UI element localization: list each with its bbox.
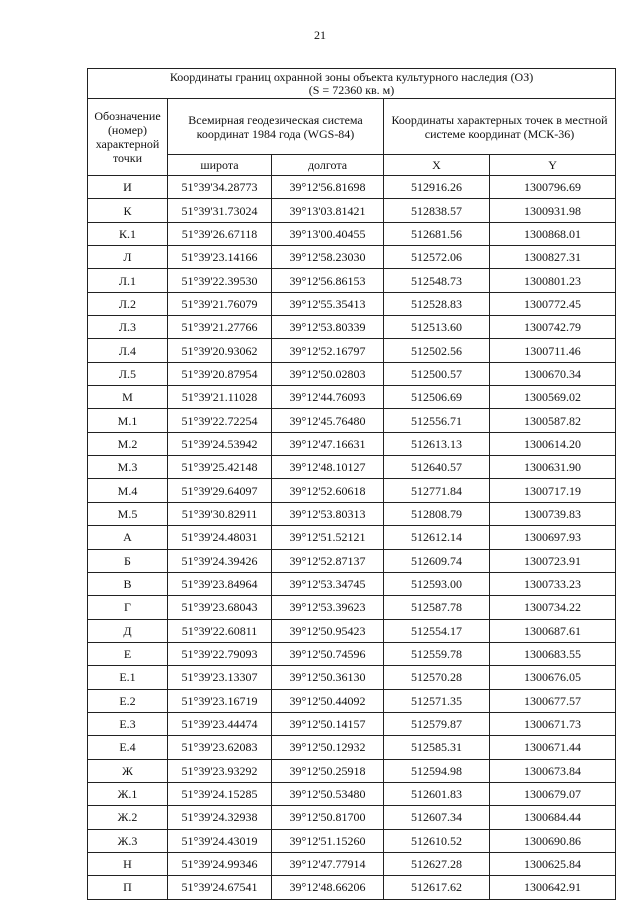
y-coordinate-cell: 1300625.84 (490, 852, 616, 875)
y-coordinate-cell: 1300931.98 (490, 199, 616, 222)
y-coordinate-cell: 1300671.44 (490, 736, 616, 759)
latitude-cell: 51°39'34.28773 (168, 176, 272, 199)
x-coordinate-cell: 512554.17 (384, 619, 490, 642)
y-coordinate-cell: 1300772.45 (490, 292, 616, 315)
point-id-cell: Б (88, 549, 168, 572)
x-coordinate-cell: 512528.83 (384, 292, 490, 315)
longitude-cell: 39°12'44.76093 (272, 386, 384, 409)
point-id-cell: К.1 (88, 222, 168, 245)
table-row (88, 689, 616, 712)
table-row (88, 502, 616, 525)
table-row (88, 432, 616, 455)
latitude-cell: 51°39'31.73024 (168, 199, 272, 222)
y-coordinate-cell: 1300677.57 (490, 689, 616, 712)
latitude-cell: 51°39'23.14166 (168, 246, 272, 269)
point-id-cell: П (88, 876, 168, 899)
point-id-cell: Г (88, 596, 168, 619)
longitude-cell: 39°12'50.74596 (272, 642, 384, 665)
latitude-cell: 51°39'21.76079 (168, 292, 272, 315)
subheader-longitude: долгота (272, 155, 384, 176)
longitude-cell: 39°12'50.12932 (272, 736, 384, 759)
subheader-y: Y (490, 155, 616, 176)
y-coordinate-cell: 1300671.73 (490, 712, 616, 735)
point-id-cell: Л.3 (88, 316, 168, 339)
x-coordinate-cell: 512640.57 (384, 456, 490, 479)
table-row (88, 269, 616, 292)
table-row (88, 596, 616, 619)
y-coordinate-cell: 1300587.82 (490, 409, 616, 432)
y-coordinate-cell: 1300796.69 (490, 176, 616, 199)
longitude-cell: 39°12'50.81700 (272, 806, 384, 829)
y-coordinate-cell: 1300676.05 (490, 666, 616, 689)
table-row (88, 806, 616, 829)
point-id-cell: М.2 (88, 432, 168, 455)
latitude-cell: 51°39'24.39426 (168, 549, 272, 572)
y-coordinate-cell: 1300827.31 (490, 246, 616, 269)
table-row (88, 316, 616, 339)
longitude-cell: 39°12'50.36130 (272, 666, 384, 689)
page-number: 21 (314, 28, 326, 42)
x-coordinate-cell: 512570.28 (384, 666, 490, 689)
longitude-cell: 39°12'50.53480 (272, 782, 384, 805)
x-coordinate-cell: 512771.84 (384, 479, 490, 502)
x-coordinate-cell: 512556.71 (384, 409, 490, 432)
point-id-cell: Ж.3 (88, 829, 168, 852)
latitude-cell: 51°39'26.67118 (168, 222, 272, 245)
table-row (88, 292, 616, 315)
table-row (88, 852, 616, 875)
x-coordinate-cell: 512838.57 (384, 199, 490, 222)
header-designation: Обозначение (номер) характерной точки (88, 99, 168, 176)
point-id-cell: Ж.2 (88, 806, 168, 829)
longitude-cell: 39°13'03.81421 (272, 199, 384, 222)
subheader-x: X (384, 155, 490, 176)
latitude-cell: 51°39'30.82911 (168, 502, 272, 525)
y-coordinate-cell: 1300742.79 (490, 316, 616, 339)
table-row (88, 572, 616, 595)
y-coordinate-cell: 1300679.07 (490, 782, 616, 805)
longitude-cell: 39°12'50.25918 (272, 759, 384, 782)
point-id-cell: Д (88, 619, 168, 642)
table-caption-title: Координаты границ охранной зоны объекта культурного наследия (ОЗ) (169, 69, 534, 84)
table-row (88, 619, 616, 642)
y-coordinate-cell: 1300687.61 (490, 619, 616, 642)
x-coordinate-cell: 512601.83 (384, 782, 490, 805)
latitude-cell: 51°39'23.13307 (168, 666, 272, 689)
longitude-cell: 39°12'53.80313 (272, 502, 384, 525)
point-id-cell: А (88, 526, 168, 549)
longitude-cell: 39°12'50.02803 (272, 362, 384, 385)
latitude-cell: 51°39'21.27766 (168, 316, 272, 339)
longitude-cell: 39°12'52.60618 (272, 479, 384, 502)
latitude-cell: 51°39'29.64097 (168, 479, 272, 502)
x-coordinate-cell: 512587.78 (384, 596, 490, 619)
x-coordinate-cell: 512617.62 (384, 876, 490, 899)
table-row (88, 199, 616, 222)
table-row (88, 876, 616, 899)
x-coordinate-cell: 512559.78 (384, 642, 490, 665)
header-wgs84: Всемирная геодезическая система координат 1984 года (WGS-84) (168, 99, 384, 155)
table-row (88, 386, 616, 409)
point-id-cell: Л.4 (88, 339, 168, 362)
table-row (88, 246, 616, 269)
point-id-cell: М.5 (88, 502, 168, 525)
point-id-cell: М.1 (88, 409, 168, 432)
x-coordinate-cell: 512571.35 (384, 689, 490, 712)
latitude-cell: 51°39'23.16719 (168, 689, 272, 712)
table-row (88, 409, 616, 432)
point-id-cell: М.3 (88, 456, 168, 479)
table-row (88, 526, 616, 549)
longitude-cell: 39°12'47.77914 (272, 852, 384, 875)
point-id-cell: Л.2 (88, 292, 168, 315)
point-id-cell: М.4 (88, 479, 168, 502)
y-coordinate-cell: 1300734.22 (490, 596, 616, 619)
longitude-cell: 39°12'51.52121 (272, 526, 384, 549)
y-coordinate-cell: 1300673.84 (490, 759, 616, 782)
latitude-cell: 51°39'21.11028 (168, 386, 272, 409)
point-id-cell: Е.4 (88, 736, 168, 759)
point-id-cell: Л.5 (88, 362, 168, 385)
latitude-cell: 51°39'24.48031 (168, 526, 272, 549)
longitude-cell: 39°12'56.86153 (272, 269, 384, 292)
longitude-cell: 39°12'55.35413 (272, 292, 384, 315)
longitude-cell: 39°12'50.14157 (272, 712, 384, 735)
x-coordinate-cell: 512513.60 (384, 316, 490, 339)
table-row (88, 176, 616, 199)
table-row (88, 829, 616, 852)
x-coordinate-cell: 512808.79 (384, 502, 490, 525)
longitude-cell: 39°12'45.76480 (272, 409, 384, 432)
y-coordinate-cell: 1300569.02 (490, 386, 616, 409)
table-row (88, 339, 616, 362)
latitude-cell: 51°39'22.72254 (168, 409, 272, 432)
point-id-cell: Е.1 (88, 666, 168, 689)
longitude-cell: 39°12'53.80339 (272, 316, 384, 339)
latitude-cell: 51°39'23.93292 (168, 759, 272, 782)
subheader-latitude: широта (168, 155, 272, 176)
longitude-cell: 39°12'51.15260 (272, 829, 384, 852)
x-coordinate-cell: 512609.74 (384, 549, 490, 572)
point-id-cell: В (88, 572, 168, 595)
point-id-cell: К (88, 199, 168, 222)
latitude-cell: 51°39'24.15285 (168, 782, 272, 805)
y-coordinate-cell: 1300733.23 (490, 572, 616, 595)
point-id-cell: Е (88, 642, 168, 665)
latitude-cell: 51°39'23.84964 (168, 572, 272, 595)
x-coordinate-cell: 512681.56 (384, 222, 490, 245)
y-coordinate-cell: 1300670.34 (490, 362, 616, 385)
y-coordinate-cell: 1300868.01 (490, 222, 616, 245)
y-coordinate-cell: 1300690.86 (490, 829, 616, 852)
x-coordinate-cell: 512502.56 (384, 339, 490, 362)
x-coordinate-cell: 512612.14 (384, 526, 490, 549)
latitude-cell: 51°39'23.44474 (168, 712, 272, 735)
latitude-cell: 51°39'20.93062 (168, 339, 272, 362)
y-coordinate-cell: 1300642.91 (490, 876, 616, 899)
latitude-cell: 51°39'24.67541 (168, 876, 272, 899)
longitude-cell: 39°12'53.34745 (272, 572, 384, 595)
point-id-cell: Е.2 (88, 689, 168, 712)
x-coordinate-cell: 512579.87 (384, 712, 490, 735)
point-id-cell: И (88, 176, 168, 199)
table-body (88, 176, 616, 900)
x-coordinate-cell: 512593.00 (384, 572, 490, 595)
x-coordinate-cell: 512548.73 (384, 269, 490, 292)
longitude-cell: 39°12'52.16797 (272, 339, 384, 362)
table-row (88, 759, 616, 782)
point-id-cell: М (88, 386, 168, 409)
table-row (88, 549, 616, 572)
header-msk36: Координаты характерных точек в местной системе координат (МСК-36) (384, 99, 616, 155)
x-coordinate-cell: 512506.69 (384, 386, 490, 409)
table-row (88, 456, 616, 479)
point-id-cell: Ж (88, 759, 168, 782)
latitude-cell: 51°39'24.53942 (168, 432, 272, 455)
longitude-cell: 39°12'50.44092 (272, 689, 384, 712)
latitude-cell: 51°39'25.42148 (168, 456, 272, 479)
y-coordinate-cell: 1300684.44 (490, 806, 616, 829)
table-row (88, 222, 616, 245)
latitude-cell: 51°39'24.99346 (168, 852, 272, 875)
latitude-cell: 51°39'22.79093 (168, 642, 272, 665)
point-id-cell: Н (88, 852, 168, 875)
x-coordinate-cell: 512572.06 (384, 246, 490, 269)
point-id-cell: Л.1 (88, 269, 168, 292)
table-row (88, 712, 616, 735)
x-coordinate-cell: 512613.13 (384, 432, 490, 455)
longitude-cell: 39°13'00.40455 (272, 222, 384, 245)
x-coordinate-cell: 512610.52 (384, 829, 490, 852)
table-row (88, 479, 616, 502)
latitude-cell: 51°39'23.62083 (168, 736, 272, 759)
longitude-cell: 39°12'48.66206 (272, 876, 384, 899)
table-row (88, 736, 616, 759)
table-caption (88, 69, 616, 99)
x-coordinate-cell: 512916.26 (384, 176, 490, 199)
table-row (88, 666, 616, 689)
latitude-cell: 51°39'24.43019 (168, 829, 272, 852)
y-coordinate-cell: 1300711.46 (490, 339, 616, 362)
y-coordinate-cell: 1300683.55 (490, 642, 616, 665)
y-coordinate-cell: 1300631.90 (490, 456, 616, 479)
table-row (88, 782, 616, 805)
latitude-cell: 51°39'22.39530 (168, 269, 272, 292)
x-coordinate-cell: 512500.57 (384, 362, 490, 385)
y-coordinate-cell: 1300723.91 (490, 549, 616, 572)
x-coordinate-cell: 512627.28 (384, 852, 490, 875)
point-id-cell: Е.3 (88, 712, 168, 735)
longitude-cell: 39°12'50.95423 (272, 619, 384, 642)
latitude-cell: 51°39'23.68043 (168, 596, 272, 619)
x-coordinate-cell: 512585.31 (384, 736, 490, 759)
y-coordinate-cell: 1300801.23 (490, 269, 616, 292)
y-coordinate-cell: 1300717.19 (490, 479, 616, 502)
latitude-cell: 51°39'24.32938 (168, 806, 272, 829)
longitude-cell: 39°12'48.10127 (272, 456, 384, 479)
x-coordinate-cell: 512594.98 (384, 759, 490, 782)
point-id-cell: Ж.1 (88, 782, 168, 805)
table-row (88, 642, 616, 665)
longitude-cell: 39°12'58.23030 (272, 246, 384, 269)
y-coordinate-cell: 1300614.20 (490, 432, 616, 455)
table-row (88, 362, 616, 385)
longitude-cell: 39°12'47.16631 (272, 432, 384, 455)
longitude-cell: 39°12'53.39623 (272, 596, 384, 619)
latitude-cell: 51°39'22.60811 (168, 619, 272, 642)
table-caption-area: (S = 72360 кв. м) (308, 82, 395, 97)
y-coordinate-cell: 1300739.83 (490, 502, 616, 525)
longitude-cell: 39°12'56.81698 (272, 176, 384, 199)
coordinates-table (87, 68, 616, 900)
x-coordinate-cell: 512607.34 (384, 806, 490, 829)
longitude-cell: 39°12'52.87137 (272, 549, 384, 572)
point-id-cell: Л (88, 246, 168, 269)
y-coordinate-cell: 1300697.93 (490, 526, 616, 549)
latitude-cell: 51°39'20.87954 (168, 362, 272, 385)
